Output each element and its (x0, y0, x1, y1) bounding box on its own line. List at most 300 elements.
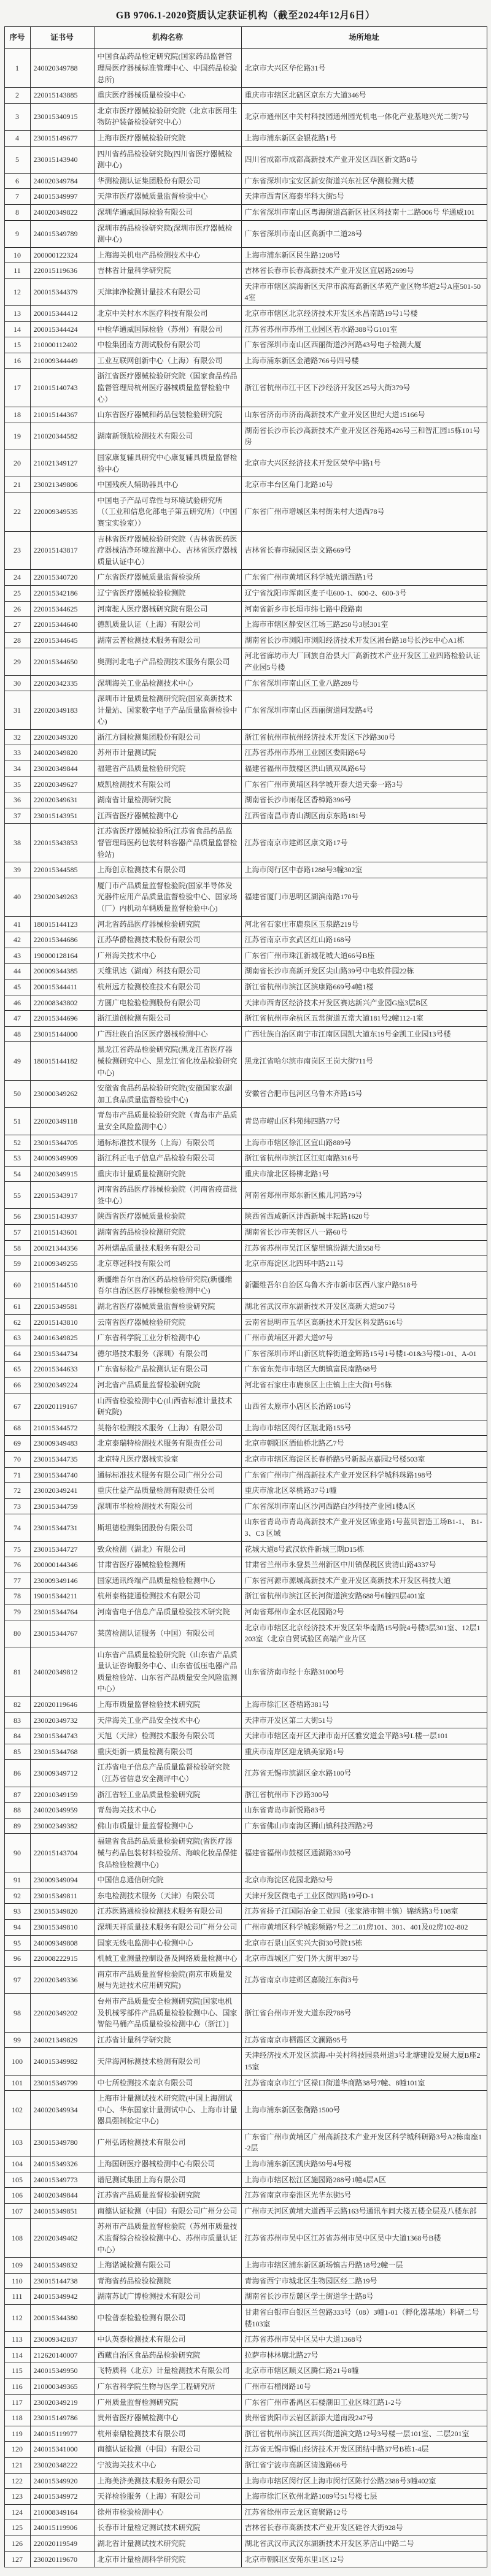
cert-number-cell: 230015344740 (30, 1467, 94, 1483)
org-name-cell: 新疆维吾尔自治区药品检验研究院(新疆维吾尔自治区医疗器械检验检测中心) (94, 1271, 241, 1298)
address-cell: 上海市市辖区闵行区上海市闵行区陈行公路2388号3幢402室 (241, 2473, 487, 2489)
cert-number-cell: 240020349820 (30, 745, 94, 761)
address-cell: 上海市浦东新区金银花路1号 (241, 130, 487, 146)
table-row (4, 1514, 487, 1541)
org-name-cell: 辽宁省医疗器械检验检测院 (94, 585, 241, 601)
row-number-cell: 110 (4, 2273, 30, 2289)
org-name-cell: 江苏医路通检验检测技术服务有限公司 (94, 1904, 241, 1920)
org-name-cell: 上海美济美测技术服务有限公司 (94, 2473, 241, 2489)
table-row (4, 675, 487, 691)
org-name-cell: 河南省药品医疗器械检验院（河南省疫苗批签中心） (94, 1182, 241, 1209)
cert-number-cell: 230015349810 (30, 1919, 94, 1935)
cert-number-cell: 240009349808 (30, 1935, 94, 1951)
address-cell: 河北省石家庄市鹿泉区上庄镇上庄大街1号5栋 (241, 1378, 487, 1393)
row-number-cell: 41 (4, 916, 30, 932)
org-name-cell: 湖南新领航检测技术有限公司 (94, 423, 241, 450)
address-cell: 广东省广州市广州高新技术产业开发区科学城科珠路198号 (241, 1467, 487, 1483)
address-cell: 福建省福州市鼓楼区洪山镇双凤路6号 (241, 761, 487, 777)
row-number-cell: 38 (4, 824, 30, 862)
address-cell: 花城大道8号武汉软件新城三期D15栋 (241, 1541, 487, 1557)
table-row (4, 130, 487, 146)
org-name-cell: 天维讯达（湖南）科技有限公司 (94, 964, 241, 979)
row-number-cell: 126 (4, 2536, 30, 2551)
cert-number-cell: 220008222915 (30, 1951, 94, 1967)
row-number-cell: 20 (4, 450, 30, 477)
table-row (4, 2258, 487, 2274)
row-number-cell: 26 (4, 601, 30, 617)
address-cell: 上海市浦东新区凯庆路59号4号楼 (241, 2156, 487, 2172)
row-number-cell: 123 (4, 2489, 30, 2505)
table-row (4, 1483, 487, 1499)
cert-number-cell: 240020349959 (30, 1803, 94, 1819)
org-name-cell: 深圳天祥质量技术服务有限公司广州分公司 (94, 1919, 241, 1935)
row-number-cell: 23 (4, 531, 30, 570)
org-name-cell: 湖北省医疗器械质量监督检验研究院 (94, 1299, 241, 1315)
row-number-cell: 39 (4, 862, 30, 878)
org-name-cell: 天津市医疗器械质量监督检验中心 (94, 189, 241, 205)
address-cell: 广东省广州市番禺区石楼潮田工业区珠江路1-2号 (241, 2394, 487, 2410)
table-row (4, 1240, 487, 1256)
table-row (4, 1557, 487, 1573)
table-row (4, 220, 487, 247)
row-number-cell: 108 (4, 2219, 30, 2258)
row-number-cell: 101 (4, 2075, 30, 2091)
address-cell: 北京市大兴区华佗路31号 (241, 49, 487, 88)
cert-number-cell: 230020349224 (30, 1378, 94, 1393)
cert-number-cell: 230009349483 (30, 1436, 94, 1452)
org-name-cell: 深圳华通威国际检验有限公司 (94, 204, 241, 220)
address-cell: 上海市市辖区徐汇区宜山路889号 (241, 1135, 487, 1151)
cert-number-cell: 200000122324 (30, 247, 94, 263)
address-cell: 江苏省扬子江国际冶金工业园（张家港市锦丰镇）锦绣路3号108室 (241, 1904, 487, 1920)
row-number-cell: 64 (4, 1346, 30, 1362)
row-number-cell: 1 (4, 49, 30, 88)
certification-table (4, 26, 487, 2567)
cert-number-cell: 230015349799 (30, 2075, 94, 2091)
table-row (4, 2289, 487, 2305)
row-number-cell: 76 (4, 1557, 30, 1573)
address-cell: 浙江省杭州市滨江区江虹南路316号 (241, 1151, 487, 1167)
cert-number-cell: 200015344412 (30, 306, 94, 322)
table-row (4, 1904, 487, 1920)
org-name-cell: 中七所检测技术南京有限公司 (94, 2075, 241, 2091)
org-name-cell: 上海市质量监督检验技术研究院 (94, 1697, 241, 1713)
table-row (4, 306, 487, 322)
cert-number-cell: 230020349732 (30, 1712, 94, 1728)
org-name-cell: 广东省医疗器械质量监督检验所 (94, 570, 241, 586)
org-name-cell: 浙江方圆检测集团股份有限公司 (94, 729, 241, 745)
address-cell: 湖南省长沙市浏阳市浏阳经济技术开发区湘台路18号长沙E中心A1栋 (241, 632, 487, 648)
table-row (4, 808, 487, 824)
org-name-cell: 深圳海关工业品检测技术中心 (94, 675, 241, 691)
row-number-cell: 124 (4, 2504, 30, 2520)
table-row (4, 1451, 487, 1467)
row-number-cell: 87 (4, 1787, 30, 1803)
row-number-cell: 65 (4, 1362, 30, 1378)
row-number-cell: 37 (4, 808, 30, 824)
row-number-cell: 47 (4, 1011, 30, 1027)
address-cell: 北京市海淀区北四环中路211号 (241, 1256, 487, 1272)
row-number-cell: 66 (4, 1378, 30, 1393)
address-cell: 吉林省长春市长春高新技术产业开发区宜居路2699号 (241, 263, 487, 279)
cert-number-cell: 210020344582 (30, 423, 94, 450)
cert-number-cell: 180015144182 (30, 1042, 94, 1081)
table-row (4, 2091, 487, 2129)
address-cell: 江西省南昌市青山湖区南京东路181号 (241, 808, 487, 824)
table-row (4, 2075, 487, 2091)
table-row (4, 1919, 487, 1935)
table-row (4, 2457, 487, 2473)
cert-number-cell: 212620140007 (30, 2347, 94, 2363)
cert-number-cell: 230015144738 (30, 2273, 94, 2289)
org-name-cell: 江苏华爵检测技术股份有限公司 (94, 932, 241, 948)
org-name-cell: 中国电子产品可靠性与环境试验研究所（（工业和信息化部电子第五研究所）（中国赛宝实验室）） (94, 493, 241, 531)
cert-number-cell: 210015140743 (30, 369, 94, 407)
address-cell: 湖南省长沙市岳麓区学士街道学士路8号 (241, 2289, 487, 2305)
cert-number-cell: 230015149786 (30, 2410, 94, 2426)
table-row (4, 1803, 487, 1819)
address-cell: 甘肃省兰州市永登县兰州新区中川镇保税区贵清山路4337号 (241, 1557, 487, 1573)
address-cell: 湖南省长沙市长沙高新技术产业开发区谷苑路426号三和智汇园15栋101号房 (241, 423, 487, 450)
address-cell: 北京市丰台区角门北路10号 (241, 477, 487, 493)
table-row (4, 2520, 487, 2536)
table-row (4, 1712, 487, 1728)
cert-number-cell: 230015340915 (30, 103, 94, 130)
cert-number-cell: 230015349820 (30, 1904, 94, 1920)
table-row (4, 1436, 487, 1452)
org-name-cell: 中检普泰检验检测有限公司 (94, 2305, 241, 2332)
table-row (4, 2032, 487, 2048)
cert-number-cell: 220015342186 (30, 585, 94, 601)
table-row (4, 2273, 487, 2289)
table-row (4, 2551, 487, 2567)
row-number-cell: 105 (4, 2172, 30, 2188)
cert-number-cell: 240015349773 (30, 2172, 94, 2188)
table-row (4, 1256, 487, 1272)
org-name-cell: 青岛海关技术中心 (94, 1803, 241, 1819)
table-row (4, 1620, 487, 1647)
row-number-cell: 31 (4, 691, 30, 730)
org-name-cell: 云南省医疗器械检验研究院 (94, 1314, 241, 1330)
address-cell: 湖南省长沙市高新开发区尖山路39号中电软件园22栋 (241, 964, 487, 979)
row-number-cell: 22 (4, 493, 30, 531)
cert-number-cell: 200021344356 (30, 1240, 94, 1256)
org-name-cell: 中国食品药品检定研究院(国家药品监督管理局医疗器械标准管理中心、中国药品检验总所) (94, 49, 241, 88)
address-cell: 辽宁省沈阳市浑南区麦子屯600-1、600-2、600-3号 (241, 585, 487, 601)
row-number-cell: 16 (4, 353, 30, 369)
table-row (4, 1135, 487, 1151)
address-cell: 广西壮族自治区南宁市江南区国凯大道东19号金凯工业园13号楼 (241, 1026, 487, 1042)
table-row (4, 2219, 487, 2258)
cert-number-cell: 220020349631 (30, 792, 94, 808)
org-name-cell: 杭州远方检测校准技术有限公司 (94, 979, 241, 995)
cert-number-cell: 220015344645 (30, 632, 94, 648)
address-cell: 浙江省杭州市江干区下沙经济开发区25号大街379号 (241, 369, 487, 407)
table-row (4, 88, 487, 104)
row-number-cell: 98 (4, 1993, 30, 2032)
table-row (4, 745, 487, 761)
row-number-cell: 44 (4, 964, 30, 979)
row-number-cell: 77 (4, 1573, 30, 1589)
cert-number-cell: 220015344650 (30, 648, 94, 675)
org-name-cell: 北京市医疗器械检验研究院（北京市医用生物防护装备检验研究中心） (94, 103, 241, 130)
table-row (4, 1647, 487, 1696)
table-row (4, 1330, 487, 1346)
table-row (4, 761, 487, 777)
address-cell: 广州市天河区黄埔大道西平云路163号通讯车间大楼五楼全层及八楼东部 (241, 2203, 487, 2219)
address-cell: 北京市海淀区花园北路52号 (241, 1873, 487, 1888)
row-number-cell: 62 (4, 1314, 30, 1330)
address-cell: 上海市徐汇区钦州北路1089号51号楼七层 (241, 2489, 487, 2505)
cert-number-cell: 230015344759 (30, 1498, 94, 1514)
org-name-cell: 河南驼人医疗器械研究院有限公司 (94, 601, 241, 617)
address-cell: 广东省广州市黄埔区广州高新技术产业开发区科学城科研路3号A2栋南座1-2层 (241, 2129, 487, 2156)
row-number-cell: 70 (4, 1451, 30, 1467)
cert-number-cell: 210015144367 (30, 407, 94, 423)
row-number-cell: 112 (4, 2305, 30, 2332)
address-cell: 广东省深圳市南山区工业八路289号 (241, 675, 487, 691)
table-row (4, 1299, 487, 1315)
org-name-cell: 黑龙江省药品检验研究院(黑龙江省医疗器械检测研究中心、黑龙江省化妆品检验研究中心) (94, 1042, 241, 1081)
address-cell: 北京市朝阳区安苑东里1区12号 (241, 2551, 487, 2567)
cert-number-cell: 230015344731 (30, 1514, 94, 1541)
cert-number-cell: 240020349822 (30, 204, 94, 220)
table-row (4, 1604, 487, 1620)
org-name-cell: 天旭（天津）检测技术服务有限公司 (94, 1728, 241, 1744)
cert-number-cell: 230009349146 (30, 1573, 94, 1589)
table-row (4, 1081, 487, 1108)
address-cell: 上海市市辖区浦东新区新场镇古丹路18号2幢一层 (241, 2258, 487, 2274)
table-row (4, 173, 487, 189)
address-cell: 江苏省南京市建邺区嘉陵江东街3号 (241, 1966, 487, 1993)
org-name-cell: 江苏省产品质量监督检验研究院 (94, 2188, 241, 2204)
address-cell: 江苏省徐州市云龙区商聚路12号 (241, 2504, 487, 2520)
row-number-cell: 97 (4, 1966, 30, 1993)
org-name-cell: 湖南省药品检验检测研究院 (94, 1225, 241, 1241)
table-row (4, 247, 487, 263)
cert-number-cell: 240020349844 (30, 2188, 94, 2204)
table-row (4, 948, 487, 964)
row-number-cell: 48 (4, 1026, 30, 1042)
row-number-cell: 45 (4, 979, 30, 995)
address-cell: 福建省厦门市思明区湖滨南路170号 (241, 878, 487, 916)
row-number-cell: 54 (4, 1166, 30, 1182)
cert-number-cell: 220015143704 (30, 1834, 94, 1873)
table-row (4, 531, 487, 570)
org-name-cell: 湖北省计量测试技术研究院 (94, 2536, 241, 2551)
cert-number-cell: 240015119977 (30, 2426, 94, 2442)
table-row (4, 2203, 487, 2219)
cert-number-cell: 230020349263 (30, 878, 94, 916)
row-number-cell: 13 (4, 306, 30, 322)
address-cell: 上海市浦东新区民生路1208号 (241, 247, 487, 263)
address-cell: 广东省东莞市市辖区大朗镇富民南路68号 (241, 1362, 487, 1378)
table-row (4, 1935, 487, 1951)
org-name-cell: 深圳市华检检测技术有限公司 (94, 1498, 241, 1514)
row-number-cell: 109 (4, 2258, 30, 2274)
address-cell: 重庆市市辖区北碚区京东方大道346号 (241, 88, 487, 104)
address-cell: 天津开发区微电子工业区微四路19号D-1 (241, 1888, 487, 1904)
org-name-cell: 重庆炬新一质量检测有限公司 (94, 1744, 241, 1760)
address-cell: 上海市闵行区中春路1288号3幢302室 (241, 862, 487, 878)
cert-number-cell: 210021349127 (30, 450, 94, 477)
cert-number-cell: 240015349832 (30, 2258, 94, 2274)
org-name-cell: 湖南省计量检测研究院 (94, 792, 241, 808)
org-name-cell: 杭州泰格捷通检测技术有限公司 (94, 1589, 241, 1604)
address-cell: 江苏省苏州市吴江区黎里镇汾湖大道558号 (241, 1240, 487, 1256)
address-cell: 山东省济南市济南高新技术产业开发区世纪大道15166号 (241, 407, 487, 423)
table-row (4, 691, 487, 730)
org-name-cell: 厦门市产品质量监督检验院(国家半导体发光器件应用产品质量监督检验中心、国家场（厂）内机动车辆质量监督检验中心) (94, 878, 241, 916)
cert-number-cell: 220009349535 (30, 493, 94, 531)
org-name-cell: 中检集团南方测试股份有限公司 (94, 337, 241, 353)
address-cell: 广东省深圳市南山区粤海街道高新区社区科技南十二路006号 华通威101 (241, 204, 487, 220)
row-number-cell: 32 (4, 729, 30, 745)
cert-number-cell: 220015143885 (30, 88, 94, 104)
row-number-cell: 115 (4, 2363, 30, 2379)
row-number-cell: 127 (4, 2551, 30, 2567)
table-row (4, 570, 487, 586)
row-number-cell: 85 (4, 1744, 30, 1760)
address-cell: 江苏省苏州市吴中区吴中大道1368号 (241, 2332, 487, 2348)
row-number-cell: 92 (4, 1888, 30, 1904)
cert-number-cell: 240020349915 (30, 1166, 94, 1182)
cert-number-cell: 220020349202 (30, 1993, 94, 2032)
table-row (4, 1467, 487, 1483)
row-number-cell: 28 (4, 632, 30, 648)
table-row (4, 1166, 487, 1182)
org-name-cell: 长春市计量检定测试技术研究院 (94, 2520, 241, 2536)
cert-number-cell: 210009344449 (30, 353, 94, 369)
table-row (4, 1728, 487, 1744)
cert-number-cell: 240009349909 (30, 1151, 94, 1167)
row-number-cell: 100 (4, 2048, 30, 2075)
cert-number-cell: 230015344764 (30, 1604, 94, 1620)
row-number-cell: 90 (4, 1834, 30, 1873)
address-cell: 山西省太原市小店区长治路106号 (241, 1393, 487, 1420)
cert-number-cell: 240015349972 (30, 2489, 94, 2505)
cert-number-cell: 230015349780 (30, 2129, 94, 2156)
address-cell: 福建省福州市鼓楼区通湖路330号 (241, 1834, 487, 1873)
cert-number-cell: 220015344585 (30, 862, 94, 878)
row-number-cell: 35 (4, 776, 30, 792)
table-row (4, 49, 487, 88)
cert-number-cell: 230015344734 (30, 1346, 94, 1362)
address-cell: 广东省深圳市宝安区新安街道兴东社区华测检测大楼 (241, 173, 487, 189)
table-row (4, 648, 487, 675)
org-name-cell: 中检华通威国际检验（苏州）有限公司 (94, 321, 241, 337)
org-name-cell: 宁波海关技术中心 (94, 2457, 241, 2473)
org-name-cell: 天津津净检测计量技术有限公司 (94, 278, 241, 305)
table-row (4, 2129, 487, 2156)
header-cert-number: 证书号 (30, 27, 94, 49)
cert-number-cell: 230015143940 (30, 146, 94, 173)
address-cell: 天津市西青区经济技术开发区赛达新兴产业园G座3层B区 (241, 995, 487, 1011)
address-cell: 北京市大兴区经济技术开发区荣华中路1号 (241, 450, 487, 477)
address-cell: 黑龙江省哈尔滨市南岗区王岗大街711号 (241, 1042, 487, 1081)
cert-number-cell: 240015119906 (30, 2520, 94, 2536)
address-cell: 北京市朝阳区酒仙桥北路乙7号 (241, 1436, 487, 1452)
cert-number-cell: 230009342837 (30, 2332, 94, 2348)
address-cell: 广东省深圳市南山区高新中二道28号 (241, 220, 487, 247)
header-address: 场所地址 (241, 27, 487, 49)
table-row (4, 1346, 487, 1362)
address-cell: 浙江省台州市开发大道东段788号 (241, 1993, 487, 2032)
cert-number-cell: 230015144000 (30, 1026, 94, 1042)
address-cell: 北京市通州区中关村科技园通州园光机电一体化产业基地兴光二街7号 (241, 103, 487, 130)
org-name-cell: 广东省科学院工业分析检测中心 (94, 1330, 241, 1346)
row-number-cell: 68 (4, 1420, 30, 1436)
row-number-cell: 88 (4, 1803, 30, 1819)
header-row (4, 27, 487, 49)
address-cell: 青岛市崂山区科苑纬四路77号 (241, 1108, 487, 1135)
table-row (4, 2410, 487, 2426)
row-number-cell: 114 (4, 2347, 30, 2363)
org-name-cell: 国家康复辅具研究中心康复辅具质量监督检验中心 (94, 450, 241, 477)
org-name-cell: 上海市计量测试技术研究院(中国上海测试中心、华东国家计量测试中心、上海市计量器具强制检定中心) (94, 2091, 241, 2129)
cert-number-cell: 230020349219 (30, 2394, 94, 2410)
address-cell: 广东省深圳市南山区沙河西路白沙科技产业园1楼A区 (241, 1498, 487, 1514)
org-name-cell: 陕西省医疗器械质量检验院 (94, 1209, 241, 1225)
row-number-cell: 61 (4, 1299, 30, 1315)
org-name-cell: 通标标准技术服务有限公司广州分公司 (94, 1467, 241, 1483)
address-cell: 贵州省贵阳市云岩区新添大道南段247号 (241, 2410, 487, 2426)
address-cell: 新疆维吾尔自治区乌鲁木齐市新市区西八家户路518号 (241, 1271, 487, 1298)
row-number-cell: 36 (4, 792, 30, 808)
row-number-cell: 21 (4, 477, 30, 493)
address-cell: 上海市市辖区闵行区瓶北路155号 (241, 1420, 487, 1436)
org-name-cell: 吉林省医疗器械检验研究院（吉林省医药医疗器械洁净环境监测中心、吉林省医疗器械质量认证中心） (94, 531, 241, 570)
cert-number-cell: 220015344633 (30, 1362, 94, 1378)
row-number-cell: 111 (4, 2289, 30, 2305)
table-row (4, 2504, 487, 2520)
address-cell: 青海省西宁市城北区生物园区经二路19号 (241, 2273, 487, 2289)
org-name-cell: 河北省产品质量监督检验研究院 (94, 1378, 241, 1393)
row-number-cell: 71 (4, 1467, 30, 1483)
row-number-cell: 34 (4, 761, 30, 777)
table-row (4, 1573, 487, 1589)
address-cell: 重庆市渝北区翠桃路37号1幢 (241, 1483, 487, 1499)
cert-number-cell: 220015119636 (30, 263, 94, 279)
org-name-cell: 青海省药品检验检测院 (94, 2273, 241, 2289)
table-row (4, 1182, 487, 1209)
org-name-cell: 天津海河标测技术检测有限公司 (94, 2048, 241, 2075)
org-name-cell: 江西省医疗器械检测中心 (94, 808, 241, 824)
org-name-cell: 通标标准技术服务（上海）有限公司 (94, 1135, 241, 1151)
org-name-cell: 浙江道创检测有限公司 (94, 1011, 241, 1027)
cert-number-cell: 230002349382 (30, 1818, 94, 1834)
cert-number-cell: 240015341000 (30, 2442, 94, 2458)
row-number-cell: 29 (4, 648, 30, 675)
cert-number-cell: 230015344768 (30, 1744, 94, 1760)
org-name-cell: 广东省标检产品检测认证有限公司 (94, 1362, 241, 1378)
table-row (4, 450, 487, 477)
table-row (4, 862, 487, 878)
row-number-cell: 104 (4, 2156, 30, 2172)
row-number-cell: 74 (4, 1514, 30, 1541)
table-row (4, 1818, 487, 1834)
table-row (4, 2473, 487, 2489)
address-cell: 江苏省苏州市苏州工业园区娄阳路6号 (241, 745, 487, 761)
org-name-cell: 福建省产品质量检验研究院 (94, 761, 241, 777)
table-row (4, 1420, 487, 1436)
cert-number-cell: 240015349950 (30, 2363, 94, 2379)
cert-number-cell: 240015349851 (30, 2203, 94, 2219)
table-row (4, 263, 487, 279)
address-cell: 湖南省长沙市雨花区香樟路396号 (241, 792, 487, 808)
org-name-cell: 英格尔检测技术服务（上海）有限公司 (94, 1420, 241, 1436)
cert-number-cell: 220008343802 (30, 995, 94, 1011)
